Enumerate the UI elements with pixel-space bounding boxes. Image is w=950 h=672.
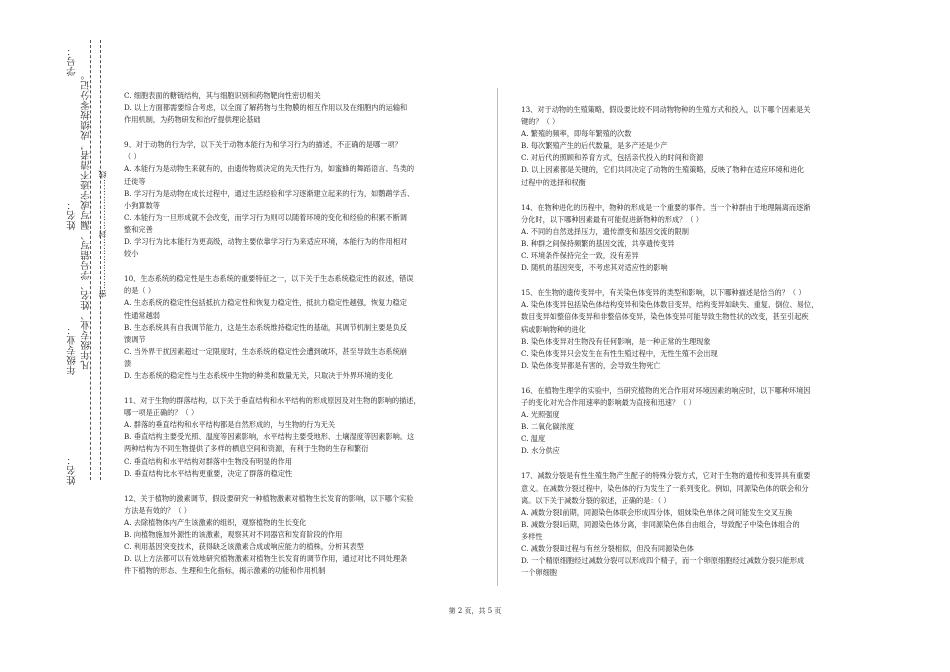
major-label: 年级专业： [67,325,78,375]
option-line: C. 减数分裂Ⅱ过程与有丝分裂相似，但没有同源染色体 [521,544,694,553]
question-block-13 [521,104,893,189]
option-line: D. 垂直结构比水平结构更重要，决定了群落的稳定性 [124,468,293,478]
option-line: B. 每次繁殖产生的后代数量，是多产还是少产 [521,141,668,151]
text-line: 离。以下关于减数分裂的叙述，正确的是：（ ） [521,495,671,505]
question-stem: 10、生态系统的稳定性是生态系统的重要特征之一，以下关于生态系统稳定性的叙述，错误 [124,274,414,284]
option-line: D. 染色体变异都是有害的，会导致生物死亡 [521,360,661,370]
option-line: D. 生态系统的稳定性与生态系统中生物的种类和数量无关，只取决于外界环境的变化 [124,370,393,380]
question-stem: 13、对于动物的生殖策略，假设要比较不同动物物种的生殖方式和投入，以下哪个因素是关 [521,105,811,114]
option-line: A. 本能行为是动物生来就有的，由遗传物质决定的先天性行为，如蜜蜂的舞蹈语言、鸟类的 [124,164,415,174]
option-line: D. 以上因素都是关键的，它们共同决定了动物的生殖策略，反映了物种在适应环境和进化 [521,165,805,175]
question-block-14 [521,202,893,275]
option-line: D. 以上方法都可以有效地研究植物激素对植物生长发育的调节作用，通过对比不同处理条 [124,554,408,564]
option-line: 多样性 [521,531,543,541]
option-line: A. 染色体变异包括染色体结构变异和染色体数目变异，结构变异如缺失、重复、倒位、易位， [521,300,819,310]
option-line: C. 利用基因突变技术，获得缺乏该激素合成或响应能力的植株，分析其表型 [124,542,364,552]
question-block-15 [521,287,893,372]
question-stem: 11、对于生物的群落结构，以下关于垂直结构和水平结构的形成原因及对生物的影响的描述， [124,396,421,406]
option-line: D. 水分供应 [521,446,560,456]
option-line: B. 学习行为是动物在成长过程中，通过生活经验和学习逐渐建立起来的行为，如鹦鹉学舌、 [124,188,415,198]
option-line: A. 群落的垂直结构和水平结构都是自然形成的，与生物的行为无关 [124,420,336,430]
option-line: 数目变异如整倍体变异和非整倍体变异，染色体变异可能导致生物性状的改变，甚至引起疾 [521,312,809,322]
text-line: 作用机制，为药物研发和治疗提供理论基础 [124,115,261,125]
option-line: B. 垂直结构主要受光照、温度等因素影响，水平结构主要受地形、土壤湿度等因素影响。这 [124,432,415,442]
question-stem: 9、对于动物的行为学，以下关于动物本能行为和学习行为的描述，不正确的是哪一项？ [124,140,402,150]
text-line: D. 以上方面都需要综合考虑，以全面了解药物与生物膜的相互作用以及在细胞内的运输和 [124,103,408,113]
page-number-footer: 第 2 页，共 5 页 [448,607,502,615]
option-line: C. 温度 [521,434,546,444]
option-line: C. 本能行为一旦形成就不会改变，而学习行为则可以随着环境的变化和经验的积累不断调 [124,212,407,222]
option-line: A. 不同的自然选择压力，遗传漂变和基因交流的限制 [521,226,689,236]
option-line: C. 环境条件保持完全一致，没有差异 [521,251,639,261]
question-block-17 [521,470,893,579]
option-line: 件下植物的形态、生理和生化指标，揭示激素的功能和作用机制 [124,566,326,576]
text-line: （ ） [124,152,141,162]
option-line: C. 当外界干扰因素超过一定限度时，生态系统的稳定性会遭到破坏，甚至导致生态系统崩 [124,346,407,356]
question-stem: 12、关于植物的激素调节，假设要研究一种植物激素对植物生长发育的影响，以下哪个实验 [124,493,414,503]
text-line: 的是（ ） [124,286,156,296]
right-question-column [521,104,893,579]
option-line: D. 随机的基因突变，不考虑其对适应性的影响 [521,263,668,273]
option-line: B. 生态系统具有自我调节能力，这是生态系统维持稳定性的基础，其调节机制主要是负反 [124,322,407,332]
option-line: 较小 [124,249,139,259]
question-stem: 16、在植物生理学的实验中，当研究植物的光合作用对环境因素的响应时，以下哪种环境因 [521,385,811,395]
warning-text: 凡年级专业、姓名、学号错写、漏写或字迹不清者，成绩按零分记。 [81,70,92,370]
option-line: 溃 [124,358,132,368]
student-id-label: 学号： [67,46,78,76]
question-block-16 [521,385,893,458]
option-line: 过程中的选择和权衡 [521,177,586,187]
option-line: 两种结构为不同生物提供了多样的栖息空间和资源，有利于生物的生存和繁衍 [124,444,369,454]
option-line: C. 染色体变异只会发生在有性生殖过程中，无性生殖不会出现 [521,348,718,358]
text-line: 键的？（ ） [521,117,560,127]
left-question-column [124,90,492,577]
option-line: B. 染色体变异对生物没有任何影响，是一种正常的生理现象 [521,336,711,346]
seal-line-text: 密………………封………………线 [98,170,107,298]
binding-margin [0,0,110,672]
option-line: 馈调节 [124,334,146,344]
option-line: A. 光照强度 [521,410,560,420]
option-line: B. 减数分裂Ⅰ后期，同源染色体分离，非同源染色体自由组合，导致配子中染色体组合的 [521,519,800,529]
name-label: 姓名： [67,200,78,230]
option-line: D. 学习行为比本能行为更高级，动物主要依靠学习行为来适应环境，本能行为的作用相对 [124,237,408,247]
text-line: 分化时，以下哪种因素最有可能促进新物种的形成？（ ） [521,214,703,224]
option-line: A. 去除植物体内产生该激素的组织，观察植物的生长变化 [124,517,307,527]
text-line: 哪一项是正确的？（ ） [124,408,199,418]
option-line: B. 二氧化碳浓度 [521,422,574,432]
option-line: 病或影响物种的进化 [521,324,586,334]
text-line: C. 细胞表面的糖链结构，其与细胞识别和药物靶向性密切相关 [124,91,321,100]
option-line: A. 繁殖的频率，即每年繁殖的次数 [521,129,632,139]
text-line: 方法是有效的？（ ） [124,505,191,515]
option-line: B. 种群之间保持频繁的基因交流，共享遗传变异 [521,238,675,248]
option-line: 小狗算数等 [124,200,160,210]
option-line: A. 生态系统的稳定性包括抵抗力稳定性和恢复力稳定性，抵抗力稳定性越强，恢复力稳定 [124,298,407,308]
question-stem: 17、减数分裂是有性生殖生物产生配子的特殊分裂方式，它对于生物的遗传和变异具有重要 [521,471,811,481]
column-divider [497,88,498,586]
option-line: B. 向植物施加外源性的该激素，观察其对不同器官和发育阶段的作用 [124,530,343,539]
text-line: 子的变化对光合作用速率的影响最为直接和迅速？（ ） [521,397,696,407]
option-line: 一个卵细胞 [521,568,557,578]
option-line: A. 减数分裂Ⅰ前期，同源染色体联会形成四分体，姐妹染色单体之间可能发生交叉互换 [521,507,793,517]
question-block-9 [124,139,492,260]
question-stem: 14、在物种进化的历程中，物种的形成是一个重要的事件。当一个种群由于地理隔离而逐渐 [521,202,811,212]
option-line: 整和完善 [124,224,153,234]
question-stem: 15、在生物的遗传变异中，有关染色体变异的类型和影响，以下哪种描述是恰当的？（ ） [521,288,806,298]
option-line: 性通常越弱 [124,310,160,320]
option-line: 迁徙等 [124,176,146,186]
school-label: 姓名： [67,455,78,485]
option-line: C. 对后代的照顾和养育方式，包括亲代投入的时间和资源 [521,153,704,163]
option-line: D. 一个精原细胞经过减数分裂可以形成四个精子，而一个卵原细胞经过减数分裂只能形成 [521,556,805,566]
option-line: C. 垂直结构和水平结构对群落中生物没有明显的作用 [124,456,292,466]
question-block-left-1 [124,90,492,126]
question-block-11 [124,395,492,480]
question-block-10 [124,273,492,382]
text-line: 意义。在减数分裂过程中，染色体的行为发生了一系列变化。例如，同源染色体的联会和分 [521,483,809,493]
question-block-12 [124,493,492,578]
